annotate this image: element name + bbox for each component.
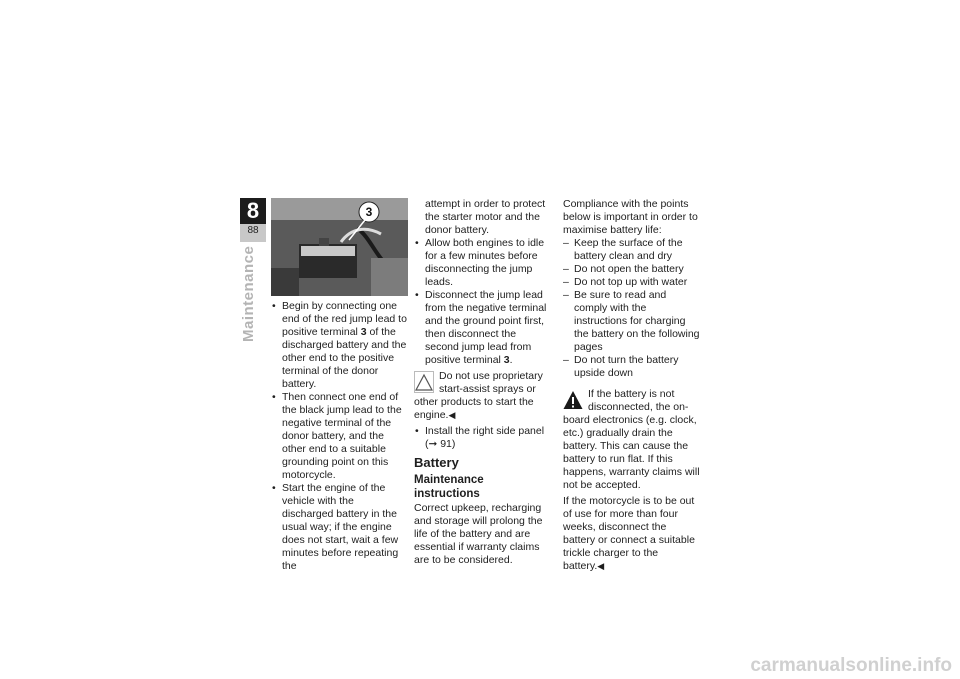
paragraph: Correct upkeep, recharging and storage will prolong the life of the battery and are essential if warranty claims are to be considered. bbox=[414, 502, 543, 566]
column-2 bbox=[414, 198, 550, 567]
battery-photo-illustration bbox=[271, 198, 408, 296]
list-item: • Start the engine of the vehicle with the discharged battery in the usual way; if the engine does not start, wait a few minutes before repeating the bbox=[271, 482, 407, 573]
watermark: carmanualsonline.info bbox=[750, 655, 952, 676]
section-heading: Battery bbox=[414, 455, 459, 470]
end-mark-icon: ◀ bbox=[448, 410, 456, 420]
terminal-label: 3 bbox=[365, 205, 373, 219]
column-3 bbox=[563, 198, 700, 573]
chapter-title: Maintenance bbox=[240, 246, 257, 343]
list-item: • Install the right side panel (➞ 91) bbox=[414, 425, 550, 451]
list-item: – Do not open the battery bbox=[563, 263, 700, 276]
column-1 bbox=[271, 300, 407, 573]
list-item: – Keep the surface of the battery clean and dry bbox=[563, 237, 700, 263]
continued-text: attempt in order to protect the starter motor and the donor battery. bbox=[425, 198, 546, 236]
subsection-heading: Maintenance instructions bbox=[414, 474, 484, 500]
page-ref: ➞ 91) bbox=[428, 438, 456, 450]
caution-note: Do not use proprietary start-assist sprays or other products to start the engine.◀ bbox=[414, 370, 543, 421]
paragraph: Compliance with the points below is important in order to maximise battery life: bbox=[563, 198, 698, 236]
list-item: • Then connect one end of the black jump lead to the negative terminal of the donor battery, and the other end to a suitable grounding point on this motorcycle. bbox=[271, 391, 407, 482]
battery-photo bbox=[271, 198, 408, 296]
list-item: – Do not top up with water bbox=[563, 276, 700, 289]
chapter-number: 8 bbox=[240, 198, 266, 224]
page-number: 88 bbox=[247, 225, 259, 236]
end-mark-icon: ◀ bbox=[597, 561, 605, 571]
warning-triangle-icon bbox=[563, 389, 583, 411]
list-item: • Allow both engines to idle for a few minutes before disconnecting the jump leads. bbox=[414, 237, 550, 289]
warning-note: If the battery is not disconnected, the on-board electronics (e.g. clock, etc.) gradually drain the battery. This can cause the battery to run flat. If this happens, warranty claims will not be accepted. bbox=[563, 388, 700, 491]
list-item: • Begin by connecting one end of the red jump lead to positive terminal 3 of the discharged battery and the other end to the positive terminal of the donor battery. bbox=[271, 300, 407, 391]
list-item: – Be sure to read and comply with the instructions for charging the battery on the following pages bbox=[563, 289, 700, 354]
chapter-tab bbox=[240, 198, 266, 242]
paragraph: If the motorcycle is to be out of use for more than four weeks, disconnect the battery or connect a suitable trickle charger to the battery.◀ bbox=[563, 495, 695, 572]
list-item: – Do not turn the battery upside down bbox=[563, 354, 700, 380]
list-item: • Disconnect the jump lead from the negative terminal and the ground point first, then disconnect the second jump lead from positive terminal 3. bbox=[414, 289, 550, 367]
caution-triangle-icon bbox=[414, 371, 434, 393]
